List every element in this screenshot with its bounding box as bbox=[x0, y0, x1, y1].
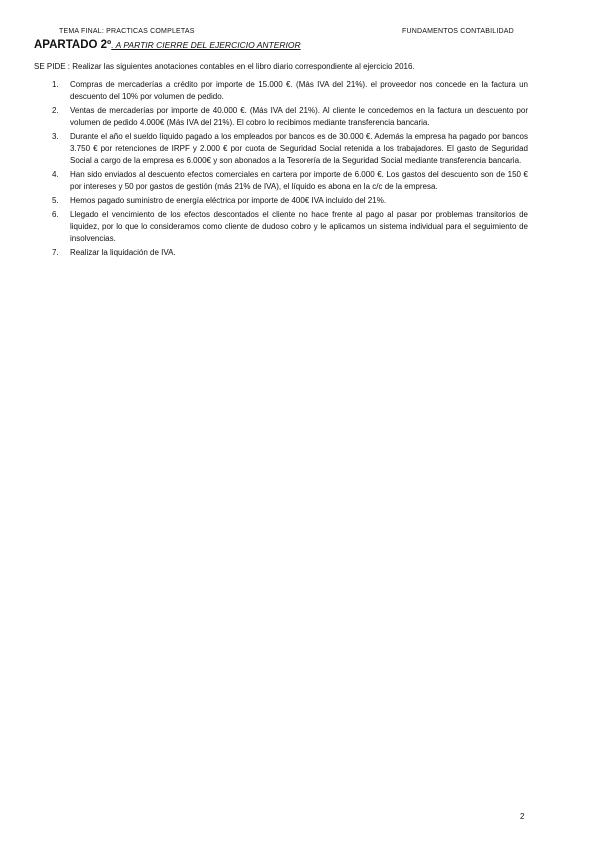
section-label: APARTADO 2º bbox=[34, 39, 112, 51]
item-number: 7. bbox=[52, 248, 59, 257]
item-number: 4. bbox=[52, 170, 59, 179]
task-list bbox=[36, 79, 528, 261]
item-number: 3. bbox=[52, 132, 59, 141]
item-text: Durante el año el sueldo líquido pagado a los empleados por bancos es de 30.000 €. Además la empresa ha pagado por bancos 3.750 € por retenciones de IRPF y 2.000 € por cuota de Seguridad Social retenida a los trabajadores. El gasto de Seguridad Social a cargo de la empresa es 6.000€ y son abonados a la Tesorería de la Seguridad Social mediante transferencia bancaria. bbox=[70, 132, 528, 165]
header-subject: FUNDAMENTOS CONTABILIDAD bbox=[402, 28, 514, 35]
item-text: Hemos pagado suministro de energía eléctrica por importe de 400€ IVA incluido del 21%. bbox=[70, 196, 387, 205]
item-text: Llegado el vencimiento de los efectos descontados el cliente no hace frente al pago al pasar por problemas transitorios de liquidez, por lo que lo consideramos como cliente de dudoso cobro y le aplicamos un sistema individual para el seguimiento de insolvencias. bbox=[70, 210, 528, 243]
instructions-text: SE PIDE : Realizar las siguientes anotaciones contables en el libro diario correspondiente al ejercicio 2016. bbox=[34, 62, 415, 71]
list-item bbox=[36, 131, 528, 167]
item-text: Compras de mercaderías a crédito por importe de 15.000 €. (Más IVA del 21%). el proveedor nos concede en la factura un descuento del 10% por volumen de pedido. bbox=[70, 80, 528, 101]
list-item bbox=[36, 247, 528, 259]
item-text: Realizar la liquidación de IVA. bbox=[70, 248, 176, 257]
list-item bbox=[36, 209, 528, 245]
item-number: 5. bbox=[52, 196, 59, 205]
item-text: Han sido enviados al descuento efectos comerciales en cartera por importe de 6.000 €. Los gastos del descuento son de 150 € por intereses y 50 por gastos de gestión (más 21% de IVA), el líquido es abona en la c/c de la empresa. bbox=[70, 170, 528, 191]
item-text: Ventas de mercaderías por importe de 40.000 €. (Más IVA del 21%). Al cliente le concedemos en la factura un descuento por volumen de pedido 4.000€ (Más IVA del 21%). El cobro lo recibimos mediante transferencia bancaria. bbox=[70, 106, 528, 127]
list-item bbox=[36, 79, 528, 103]
section-subtitle: . A PARTIR CIERRE DEL EJERCICIO ANTERIOR bbox=[111, 40, 301, 50]
item-number: 1. bbox=[52, 80, 59, 89]
list-item bbox=[36, 195, 528, 207]
list-item bbox=[36, 169, 528, 193]
item-number: 2. bbox=[52, 106, 59, 115]
header-course-title: TEMA FINAL: PRACTICAS COMPLETAS bbox=[59, 28, 195, 35]
item-number: 6. bbox=[52, 210, 59, 219]
list-item bbox=[36, 105, 528, 129]
page-number: 2 bbox=[520, 812, 525, 821]
section-heading bbox=[34, 39, 301, 51]
